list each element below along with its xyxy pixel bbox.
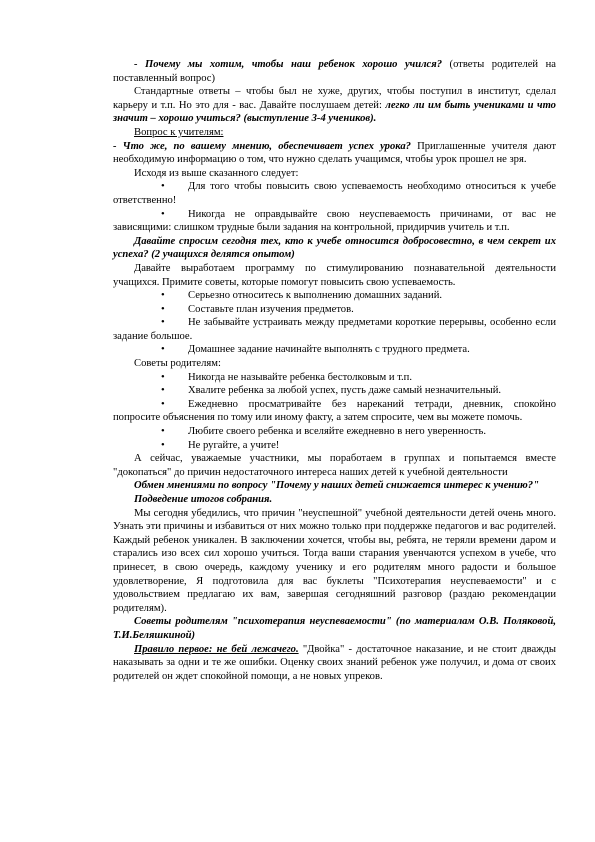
list-item: • Хвалите ребенка за любой успех, пусть даже самый незначительный.: [113, 384, 556, 398]
paragraph-teacher-question-heading: [113, 126, 556, 140]
paragraph-standard-answers: [113, 85, 556, 126]
paragraph-exchange-opinions: [113, 479, 556, 493]
paragraph-teacher-question: [113, 140, 556, 167]
paragraph-text: Стандартные ответы – чтобы был не хуже, других, чтобы поступил в институт, сделал карьеру и т.п. Но это для - вас. Давайте послушаем детей:: [113, 86, 556, 111]
paragraph-text: Советы родителям:: [134, 358, 221, 370]
list-item: • Никогда не называйте ребенка бестолковым и т.п.: [113, 371, 556, 385]
heading-text: Вопрос к учителям:: [134, 126, 224, 138]
paragraph-text: Исходя из выше сказанного следует:: [134, 167, 299, 179]
list-item: • Любите своего ребенка и вселяйте ежедневно в него уверенность.: [113, 425, 556, 439]
paragraph-summary-heading: [113, 493, 556, 507]
paragraph-psychotherapy-heading: [113, 615, 556, 642]
list-item: • Составьте план изучения предметов.: [113, 303, 556, 317]
bullet-list-student-tips: [113, 289, 556, 357]
paragraph-text: (ответы родителей на поставленный вопрос): [113, 59, 557, 84]
list-item: • Домашнее задание начинайте выполнять с трудного предмета.: [113, 343, 556, 357]
paragraph-text: Давайте выработаем программу по стимулированию познавательной деятельности учащихся. Примите советы, которые помогут повысить свою успеваемость.: [113, 262, 556, 288]
paragraph-program: [113, 262, 556, 289]
paragraph-text: "Двойка" - достаточное наказание, и не стоит дважды наказывать за одни и те же ошибки. Оценку своих знаний ребенок уже получил, и дома от своих родителей он ждет спокойной помощи, а не новых упреков.: [113, 643, 556, 682]
question-text: - Что же, по вашему мнению, обеспечивает успех урока?: [113, 140, 411, 152]
heading-text: Советы родителям "психотерапия неуспеваемости" (по материалам О.В. Поляковой, Т.И.Беляшкиной): [113, 616, 556, 641]
paragraph-conclusion-intro: [113, 167, 556, 181]
paragraph-question-parents: [113, 58, 556, 85]
list-item: • Не ругайте, а учите!: [113, 439, 556, 453]
list-item: • Никогда не оправдывайте свою неуспеваемость причинами, от вас не зависящими: слишком трудные были задания на контрольной, придирчив учитель и т.п.: [113, 208, 556, 235]
list-item: • Серьезно относитесь к выполнению домашних заданий.: [113, 289, 556, 303]
list-item: • Ежедневно просматривайте без нареканий тетради, дневник, спокойно попросите объяснения по тому или иному факту, а затем спросите, чем вы можете помочь.: [113, 398, 556, 425]
paragraph-parent-tips-heading: [113, 357, 556, 371]
paragraph-rule-one: [113, 643, 556, 684]
paragraph-summary: [113, 507, 556, 616]
bullet-list-responsibility: [113, 180, 556, 234]
paragraph-group-work: [113, 452, 556, 479]
rule-title: Правило первое: не бей лежачего.: [134, 643, 299, 655]
emphasis-text: Обмен мнениями по вопросу "Почему у наших детей снижается интерес к учению?": [134, 480, 539, 492]
list-item: • Не забывайте устраивать между предметами короткие перерывы, особенно если задание большое.: [113, 316, 556, 343]
paragraph-text: Приглашенные учителя дают необходимую информацию о том, что нужно сделать учащимся, чтобы урок прошел не зря.: [113, 140, 557, 166]
heading-text: Подведение итогов собрания.: [134, 494, 273, 505]
bullet-list-parent-tips: [113, 371, 556, 453]
paragraph-ask-students: [113, 235, 556, 262]
question-text: - Почему мы хотим, чтобы наш ребенок хорошо учился?: [134, 59, 443, 70]
document-page: [113, 58, 556, 683]
emphasis-text: легко ли им быть учениками и что значит – хорошо учиться? (выступление 3-4 учеников).: [113, 99, 556, 125]
paragraph-text: Мы сегодня убедились, что причин "неуспешной" учебной деятельности детей очень много. Узнать эти причины и избавиться от них можно только при поддержке педагогов и вас родителей. Каждый ребенок уникален. В заключении хочется, чтобы вы, ребята, не теряли времени даром и старались изо всех сил хорошо учиться. Тогда ваши старания увенчаются успехом в учебе, что принесет, в свою очередь, каждому ученику и его родителям много радости и большое удовлетворение, Я подготовила для вас буклеты "Психотерапия неуспеваемости" и с удовольствием предлагаю их вам, завершая сегодняшний разговор (раздаю рекомендации родителям).: [113, 507, 556, 614]
paragraph-text: А сейчас, уважаемые участники, мы поработаем в группах и попытаемся вместе "докопаться" до причин недостаточного интереса наших детей к учебной деятельности: [113, 453, 556, 478]
list-item: • Для того чтобы повысить свою успеваемость необходимо относиться к учебе ответственно!: [113, 180, 556, 207]
emphasis-text: Давайте спросим сегодня тех, кто к учебе относится добросовестно, в чем секрет их успеха? (2 учащихся делятся опытом): [113, 235, 556, 261]
